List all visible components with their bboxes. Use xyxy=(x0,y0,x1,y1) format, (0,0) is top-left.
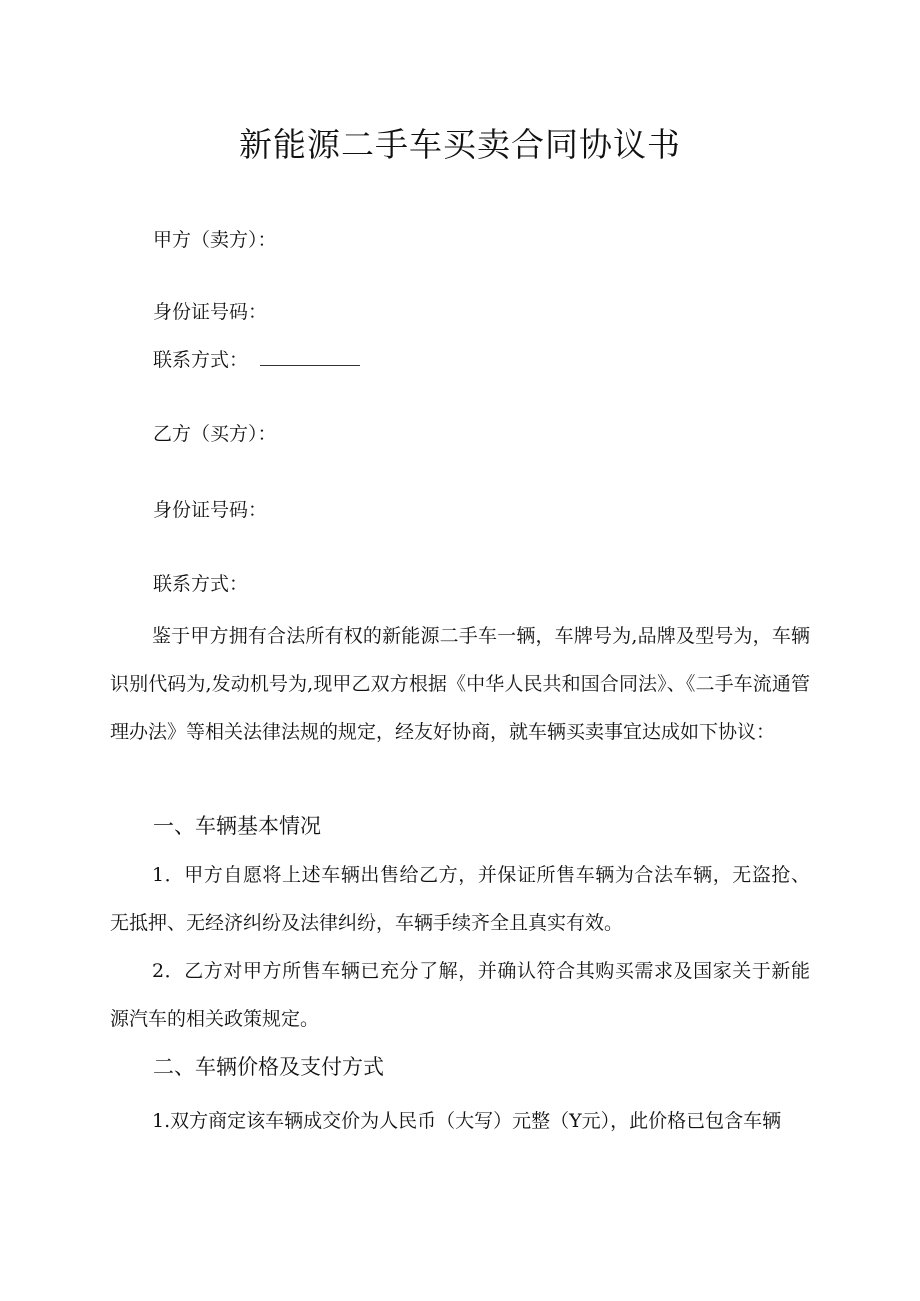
party-b-id-label: 身份证号码： xyxy=(153,499,268,521)
preamble-paragraph: 鉴于甲方拥有合法所有权的新能源二手车一辆，车牌号为,品牌及型号为，车辆识别代码为,发动机号为,现甲乙双方根据《中华人民共和国合同法》、《二手车流通管理办法》等相关法律法规的规定，经友好协商，就车辆买卖事宜达成如下协议： xyxy=(110,625,810,743)
document-title: 新能源二手车买卖合同协议书 xyxy=(239,125,681,164)
party-a-label: 甲方（卖方）： xyxy=(153,229,277,251)
section-2-heading: 二、车辆价格及支付方式 xyxy=(153,1055,384,1079)
party-b-contact-label: 联系方式： xyxy=(153,573,249,595)
party-a-id-label: 身份证号码： xyxy=(153,301,268,323)
contact-fill-blank xyxy=(260,347,360,366)
section-1-clause-2: 2．乙方对甲方所售车辆已充分了解，并确认符合其购买需求及国家关于新能源汽车的相关政策规定。 xyxy=(110,960,810,1030)
section-1-clause-1: 1．甲方自愿将上述车辆出售给乙方，并保证所售车辆为合法车辆，无盗抢、无抵押、无经济纠纷及法律纠纷，车辆手续齐全且真实有效。 xyxy=(110,864,810,934)
section-2-clause-1: 1.双方商定该车辆成交价为人民币（大写）元整（Y元），此价格已包含车辆 xyxy=(152,1110,782,1132)
party-a-contact-label: 联系方式： xyxy=(153,349,249,371)
party-a-contact-line xyxy=(153,346,360,374)
party-b-label: 乙方（买方）： xyxy=(153,423,277,445)
section-1-heading: 一、车辆基本情况 xyxy=(153,814,321,838)
